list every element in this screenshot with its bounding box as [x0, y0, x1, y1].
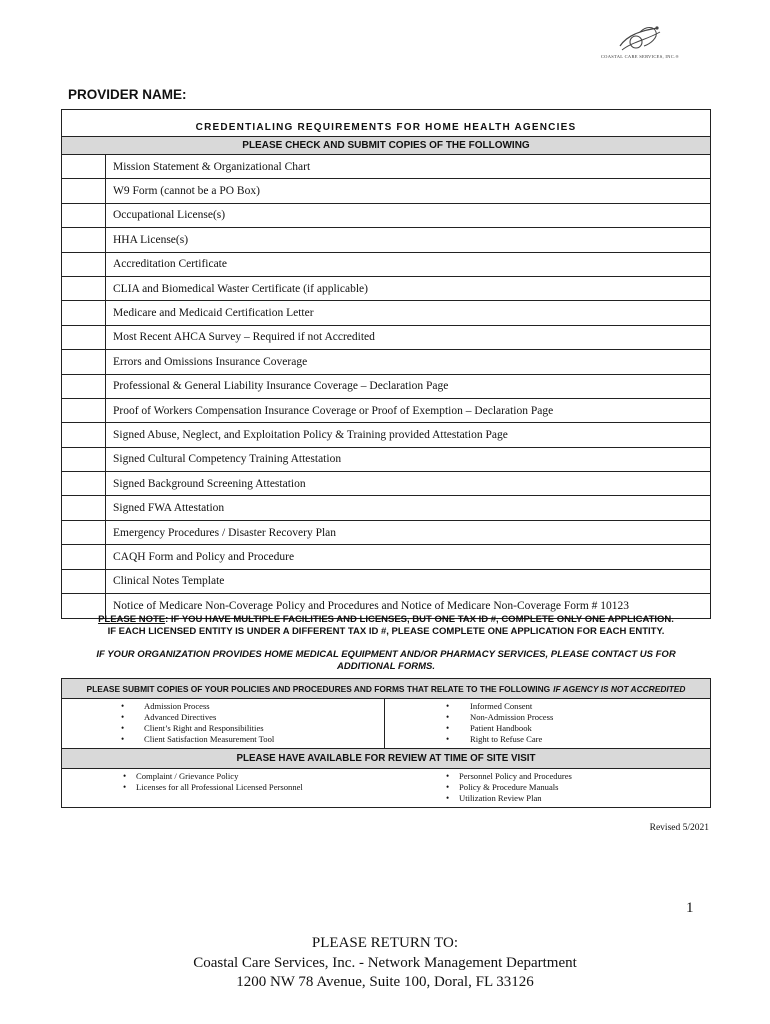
policies-table [61, 678, 711, 808]
requirements-list [62, 155, 710, 618]
credentialing-requirements-table [61, 109, 711, 619]
requirement-row [62, 545, 710, 569]
requirement-label: Mission Statement & Organizational Chart [113, 160, 311, 173]
site-visit-item: • Policy & Procedure Manuals [385, 782, 710, 793]
policies-columns [62, 699, 710, 748]
requirement-label: Signed Cultural Competency Training Attestation [113, 453, 342, 466]
requirement-row [62, 375, 710, 399]
requirement-row [62, 350, 710, 374]
requirement-checkbox[interactable] [62, 545, 106, 568]
requirement-checkbox[interactable] [62, 472, 106, 495]
site-visit-right-list [385, 769, 710, 807]
requirement-row [62, 277, 710, 301]
requirement-label: Most Recent AHCA Survey – Required if not Accredited [113, 331, 375, 344]
site-visit-item: • Licenses for all Professional Licensed Personnel [62, 782, 385, 793]
policy-item: • Patient Handbook [385, 723, 710, 734]
site-visit-item: • Complaint / Grievance Policy [62, 771, 385, 782]
requirement-label: Professional & General Liability Insurance Coverage – Declaration Page [113, 380, 449, 393]
policy-item: • Right to Refuse Care [385, 734, 710, 745]
policy-item: • Non-Admission Process [385, 712, 710, 723]
provider-name-label: PROVIDER NAME: [68, 87, 187, 102]
requirement-row [62, 204, 710, 228]
requirements-title: CREDENTIALING REQUIREMENTS FOR HOME HEALTH AGENCIES [195, 122, 577, 133]
requirement-label: W9 Form (cannot be a PO Box) [113, 185, 260, 198]
return-address [0, 934, 770, 993]
policy-item: • Admission Process [62, 701, 384, 712]
policies-left-list [62, 699, 384, 748]
requirement-checkbox[interactable] [62, 253, 106, 276]
requirement-label: Accreditation Certificate [113, 258, 227, 271]
requirement-label: CLIA and Biomedical Waster Certificate (if applicable) [113, 282, 368, 295]
requirement-checkbox[interactable] [62, 496, 106, 519]
requirement-row [62, 423, 710, 447]
requirement-row [62, 521, 710, 545]
requirement-label: CAQH Form and Policy and Procedure [113, 550, 295, 563]
site-visit-left-list [62, 769, 385, 796]
site-visit-left-column [62, 769, 385, 807]
requirement-checkbox[interactable] [62, 423, 106, 446]
requirement-checkbox[interactable] [62, 204, 106, 227]
note-line-2: IF EACH LICENSED ENTITY IS UNDER A DIFFERENT TAX ID #, PLEASE COMPLETE ONE APPLICATION FOR EACH ENTITY. [107, 625, 665, 637]
page-number: 1 [686, 900, 694, 916]
requirement-label: Proof of Workers Compensation Insurance Coverage or Proof of Exemption – Declaration Page [113, 404, 554, 417]
requirement-label: Medicare and Medicaid Certification Letter [113, 307, 314, 320]
requirement-label: HHA License(s) [113, 233, 189, 246]
return-street: 1200 NW 78 Avenue, Suite 100, Doral, FL 33126 [236, 974, 534, 990]
requirement-checkbox[interactable] [62, 350, 106, 373]
requirements-subtitle: PLEASE CHECK AND SUBMIT COPIES OF THE FOLLOWING [62, 136, 710, 155]
policies-left-column [62, 699, 385, 748]
company-logo [594, 24, 686, 64]
requirement-checkbox[interactable] [62, 570, 106, 593]
return-company: Coastal Care Services, Inc. - Network Management Department [193, 954, 577, 971]
requirement-checkbox[interactable] [62, 228, 106, 251]
contact-line-2: ADDITIONAL FORMS. [337, 660, 435, 672]
logo-text: COASTAL CARE SERVICES, INC.® [600, 54, 680, 59]
requirement-label: Clinical Notes Template [113, 575, 225, 588]
requirement-label: Signed FWA Attestation [113, 502, 225, 515]
requirement-row [62, 570, 710, 594]
requirement-row [62, 472, 710, 496]
policy-item: • Client Satisfaction Measurement Tool [62, 734, 384, 745]
policies-right-list [385, 699, 710, 748]
stethoscope-emblem-icon [614, 24, 666, 54]
requirement-label: Notice of Medicare Non-Coverage Policy and Procedures and Notice of Medicare Non-Coverage Form # 10123 [113, 600, 630, 613]
site-visit-columns [62, 769, 710, 807]
requirement-checkbox[interactable] [62, 521, 106, 544]
requirement-label: Emergency Procedures / Disaster Recovery Plan [113, 526, 337, 539]
policy-item: • Advanced Directives [62, 712, 384, 723]
policy-item: • Informed Consent [385, 701, 710, 712]
requirement-label: Signed Background Screening Attestation [113, 477, 306, 490]
requirement-row [62, 448, 710, 472]
return-heading: PLEASE RETURN TO: [311, 935, 459, 951]
requirement-checkbox[interactable] [62, 326, 106, 349]
requirement-checkbox[interactable] [62, 448, 106, 471]
policies-right-column [385, 699, 710, 748]
site-visit-item: • Personnel Policy and Procedures [385, 771, 710, 782]
requirement-checkbox[interactable] [62, 301, 106, 324]
multiple-facilities-note [61, 614, 711, 637]
requirement-checkbox[interactable] [62, 277, 106, 300]
revision-date: Revised 5/2021 [649, 823, 709, 833]
requirement-row [62, 179, 710, 203]
requirement-row [62, 155, 710, 179]
requirement-row [62, 301, 710, 325]
site-visit-header: PLEASE HAVE AVAILABLE FOR REVIEW AT TIME OF SITE VISIT [62, 748, 710, 769]
note-line-1: : IF YOU HAVE MULTIPLE FACILITIES AND LICENSES, BUT ONE TAX ID #, COMPLETE ONLY ONE APPLICATION. [165, 614, 674, 625]
policies-header-condition: IF AGENCY IS NOT ACCREDITED [553, 683, 686, 694]
requirement-row [62, 496, 710, 520]
requirement-label: Signed Abuse, Neglect, and Exploitation Policy & Training provided Attestation Page [113, 428, 508, 441]
requirement-row [62, 399, 710, 423]
requirement-row [62, 253, 710, 277]
requirement-label: Errors and Omissions Insurance Coverage [113, 355, 308, 368]
policies-header-text: PLEASE SUBMIT COPIES OF YOUR POLICIES AND PROCEDURES AND FORMS THAT RELATE TO THE FOLLOWING [86, 683, 551, 694]
requirement-checkbox[interactable] [62, 179, 106, 202]
note-label: PLEASE NOTE [98, 614, 166, 625]
site-visit-right-column [385, 769, 710, 807]
policy-item: • Client’s Right and Responsibilities [62, 723, 384, 734]
site-visit-item: • Utilization Review Plan [385, 793, 710, 804]
requirement-row [62, 326, 710, 350]
contact-line-1: IF YOUR ORGANIZATION PROVIDES HOME MEDICAL EQUIPMENT AND/OR PHARMACY SERVICES, PLEASE CONTACT US FOR [96, 649, 676, 660]
requirement-label: Occupational License(s) [113, 209, 226, 222]
requirement-checkbox[interactable] [62, 399, 106, 422]
policies-header [62, 679, 710, 699]
requirement-checkbox[interactable] [62, 375, 106, 398]
requirement-row [62, 228, 710, 252]
requirement-checkbox[interactable] [62, 155, 106, 178]
contact-notice [61, 649, 711, 672]
